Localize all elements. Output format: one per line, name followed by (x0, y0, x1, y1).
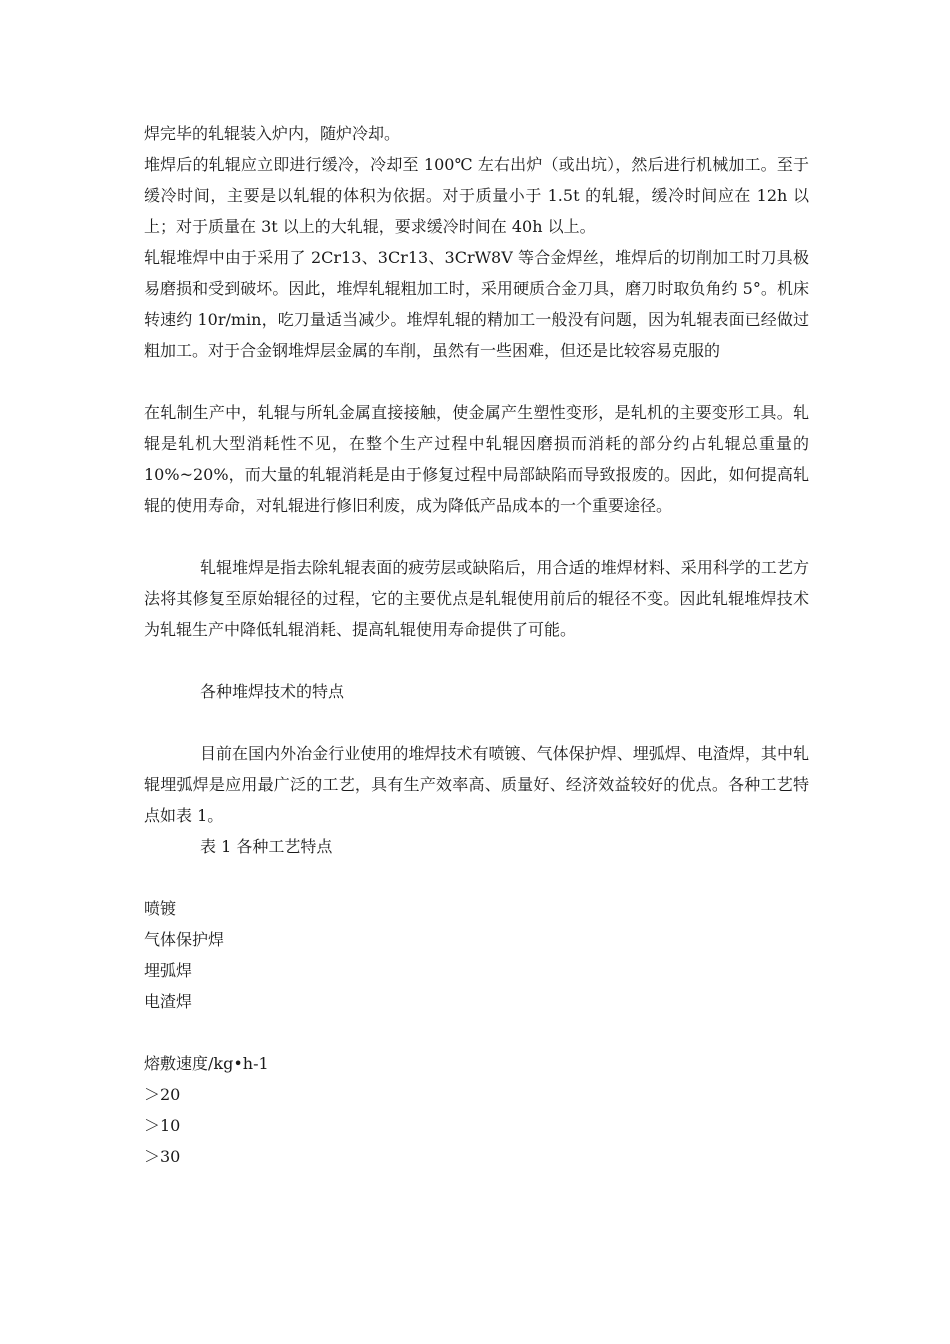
paragraph-roll-intro: 在轧制生产中，轧辊与所轧金属直接接触，使金属产生塑性变形，是轧机的主要变形工具。轧辊是轧机大型消耗性不见，在整个生产过程中轧辊因磨损而消耗的部分约占轧辊总重量的 10%~20%，而大量的轧辊消耗是由于修复过程中局部缺陷而导致报废的。因此，如何提高轧辊的使用寿命，对轧辊进行修旧利废，成为降低产品成本的一个重要途径。 (144, 403, 809, 515)
spacer (144, 707, 809, 738)
process-item: 喷镀 (144, 899, 177, 918)
section-heading: 各种堆焊技术的特点 (200, 682, 345, 701)
spacer (144, 645, 809, 676)
spacer (144, 366, 809, 397)
table-caption: 表 1 各种工艺特点 (200, 837, 333, 856)
paragraph-slow-cooling: 堆焊后的轧辊应立即进行缓冷，冷却至 100℃ 左右出炉（或出坑），然后进行机械加工。至于缓冷时间，主要是以轧辊的体积为依据。对于质量小于 1.5t 的轧辊，缓冷时间应在 12h 以上；对于质量在 3t 以上的大轧辊，要求缓冷时间在 40h 以上。 (144, 155, 809, 236)
speed-value: ＞10 (144, 1116, 181, 1135)
speed-label: 熔敷速度/kg•h-1 (144, 1054, 269, 1073)
speed-value: ＞30 (144, 1147, 181, 1166)
paragraph-cooling-end: 焊完毕的轧辊装入炉内，随炉冷却。 (144, 124, 401, 143)
process-item: 电渣焊 (144, 992, 193, 1011)
paragraph-machining: 轧辊堆焊中由于采用了 2Cr13、3Cr13、3CrW8V 等合金焊丝，堆焊后的切削加工时刀具极易磨损和受到破坏。因此，堆焊轧辊粗加工时，采用硬质合金刀具，磨刀时取负角约 5°。机床转速约 10r/min，吃刀量适当减少。堆焊轧辊的精加工一般没有问题，因为轧辊表面已经做过粗加工。对于合金钢堆焊层金属的车削，虽然有一些困难，但还是比较容易克服的 (144, 248, 809, 360)
speed-list (144, 1048, 809, 1172)
spacer (144, 862, 809, 893)
process-item: 气体保护焊 (144, 930, 225, 949)
document-page (144, 118, 809, 1172)
paragraph-techniques: 目前在国内外冶金行业使用的堆焊技术有喷镀、气体保护焊、埋弧焊、电渣焊，其中轧辊埋弧焊是应用最广泛的工艺，具有生产效率高、质量好、经济效益较好的优点。各种工艺特点如表 1。 (144, 744, 809, 825)
spacer (144, 521, 809, 552)
process-item: 埋弧焊 (144, 961, 193, 980)
speed-value: ＞20 (144, 1085, 181, 1104)
spacer (144, 1017, 809, 1048)
process-list (144, 893, 809, 1017)
paragraph-overlay-definition: 轧辊堆焊是指去除轧辊表面的疲劳层或缺陷后，用合适的堆焊材料、采用科学的工艺方法将其修复至原始辊径的过程，它的主要优点是轧辊使用前后的辊径不变。因此轧辊堆焊技术为轧辊生产中降低轧辊消耗、提高轧辊使用寿命提供了可能。 (144, 558, 809, 639)
